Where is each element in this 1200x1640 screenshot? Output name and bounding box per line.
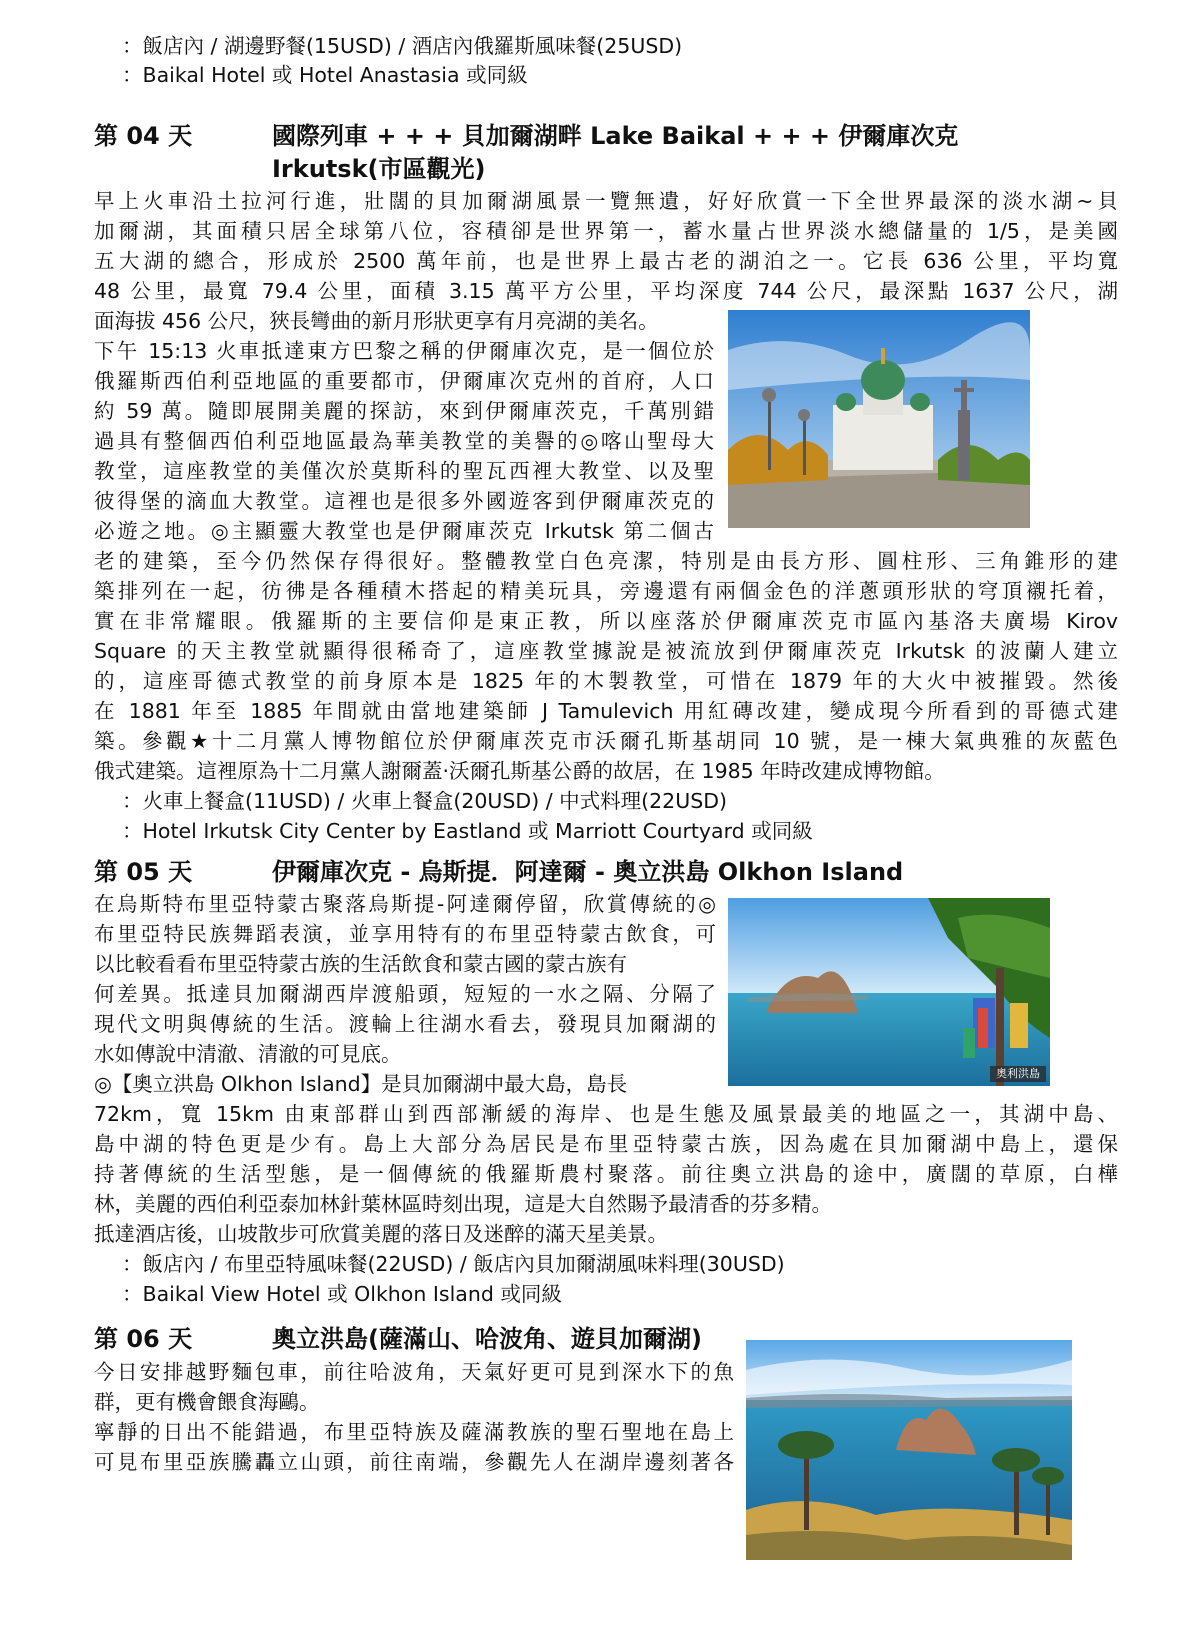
day5-line: 林，美麗的西伯利亞泰加林針葉林區時刻出現，這是大自然賜予最清香的芬多精。 (94, 1192, 832, 1216)
day4-line: 下午 15:13 火車抵達東方巴黎之稱的伊爾庫次克，是一個位於 (94, 339, 714, 363)
day6-label: 第 06 天 (94, 1325, 193, 1353)
day4-line: 加爾湖，其面積只居全球第八位，容積卻是世界第一，蓄水量占世界淡水總儲量的 1/5，是美國 (94, 219, 1118, 243)
day4-line: 在 1881 年至 1885 年間就由當地建築師 J Tamulevich 用紅磚改建，變成現今所看到的哥德式建 (94, 699, 1118, 723)
day4-line: 過具有整個西伯利亞地區最為華美教堂的美譽的◎喀山聖母大 (94, 429, 714, 453)
prev-day-meals: ：飯店內 / 湖邊野餐(15USD) / 酒店內俄羅斯風味餐(25USD) (122, 34, 683, 58)
prev-day-hotel: ：Baikal Hotel 或 Hotel Anastasia 或同級 (122, 63, 528, 87)
day5-line: 島中湖的特色更是少有。島上大部分為居民是布里亞特蒙古族，因為處在貝加爾湖中島上，還保 (94, 1132, 1118, 1156)
day5-line: 水如傳說中清澈、清澈的可見底。 (94, 1042, 402, 1066)
day4-line: 約 59 萬。隨即展開美麗的探訪，來到伊爾庫茨克，千萬別錯 (94, 399, 714, 423)
day4-line: 老的建築，至今仍然保存得很好。整體教堂白色亮潔，特別是由長方形、圓柱形、三角錐形的建 (94, 549, 1118, 573)
day4-line: 的，這座哥德式教堂的前身原本是 1825 年的木製教堂，可惜在 1879 年的大火中被摧毀。然後 (94, 669, 1118, 693)
day4-line: 面海拔 456 公尺，狹長彎曲的新月形狀更享有月亮湖的美名。 (94, 309, 659, 333)
day5-line: 抵達酒店後，山坡散步可欣賞美麗的落日及迷醉的滿天星美景。 (94, 1222, 668, 1246)
day6-line: 今日安排越野麵包車，前往哈波角，天氣好更可見到深水下的魚 (94, 1360, 734, 1384)
cathedral-photo (728, 310, 1030, 528)
day4-line: 築排列在一起，彷彿是各種積木搭起的精美玩具，旁邊還有兩個金色的洋蔥頭形狀的穹頂襯托着， (94, 579, 1118, 603)
day4-line: 教堂，這座教堂的美僅次於莫斯科的聖瓦西裡大教堂、以及聖 (94, 459, 714, 483)
day4-title-line2: Irkutsk(市區觀光) (272, 155, 486, 183)
day6-title: 奧立洪島(薩滿山、哈波角、遊貝加爾湖) (272, 1325, 702, 1353)
day5-line: 布里亞特民族舞蹈表演，並享用特有的布里亞特蒙古飲食，可 (94, 922, 716, 946)
day4-line: 實在非常耀眼。俄羅斯的主要信仰是東正教，所以座落於伊爾庫茨克市區內基洛夫廣場 Kirov (94, 609, 1118, 633)
day4-line: 彼得堡的滴血大教堂。這裡也是很多外國遊客到伊爾庫茨克的 (94, 489, 714, 513)
day4-line: 48 公里，最寬 79.4 公里，面積 3.15 萬平方公里，平均深度 744 公尺，最深點 1637 公尺，湖 (94, 279, 1118, 303)
day5-line: 持著傳統的生活型態，是一個傳統的俄羅斯農村聚落。前往奧立洪島的途中，廣闊的草原，白樺 (94, 1162, 1118, 1186)
photo-caption: 奧利洪島 (990, 1066, 1046, 1082)
day4-title-line1: 國際列車 + + + 貝加爾湖畔 Lake Baikal + + + 伊爾庫次克 (272, 122, 959, 150)
day6-line: 可見布里亞族騰轟立山頭，前往南端，參觀先人在湖岸邊刻著各 (94, 1450, 734, 1474)
day4-line: 俄羅斯西伯利亞地區的重要都市，伊爾庫次克州的首府，人口 (94, 369, 714, 393)
day5-hotel: ：Baikal View Hotel 或 Olkhon Island 或同級 (122, 1282, 562, 1306)
cathedral-illustration (728, 310, 1030, 528)
day4-hotel: ：Hotel Irkutsk City Center by Eastland 或 Marriott Courtyard 或同級 (122, 819, 813, 843)
olkhon-photo (728, 898, 1050, 1086)
day5-meals: ：飯店內 / 布里亞特風味餐(22USD) / 飯店內貝加爾湖風味料理(30USD) (122, 1252, 785, 1276)
shaman-rock-photo (746, 1340, 1072, 1560)
day5-line: 在烏斯特布里亞特蒙古聚落烏斯提-阿達爾停留，欣賞傳統的◎ (94, 892, 716, 916)
day5-line: 何差異。抵達貝加爾湖西岸渡船頭，短短的一水之隔、分隔了 (94, 982, 716, 1006)
day6-line: 群，更有機會餵食海鷗。 (94, 1390, 320, 1414)
day5-line: 72km，寬 15km 由東部群山到西部漸緩的海岸、也是生態及風景最美的地區之一，其湖中島、 (94, 1102, 1118, 1126)
day5-label: 第 05 天 (94, 858, 193, 886)
day4-line: Square 的天主教堂就顯得很稀奇了，這座教堂據說是被流放到伊爾庫茨克 Irkutsk 的波蘭人建立 (94, 639, 1118, 663)
day4-line: 築。參觀★十二月黨人博物館位於伊爾庫茨克市沃爾孔斯基胡同 10 號，是一棟大氣典雅的灰藍色 (94, 729, 1118, 753)
day5-line: ◎【奧立洪島 Olkhon Island】是貝加爾湖中最大島，島長 (94, 1072, 628, 1096)
day4-line: 五大湖的總合，形成於 2500 萬年前，也是世界上最古老的湖泊之一。它長 636 公里，平均寬 (94, 249, 1118, 273)
day5-line: 現代文明與傳統的生活。渡輪上往湖水看去，發現貝加爾湖的 (94, 1012, 716, 1036)
shaman-rock-illustration (746, 1340, 1072, 1560)
day5-line: 以比較看看布里亞特蒙古族的生活飲食和蒙古國的蒙古族有 (94, 952, 627, 976)
day4-line: 必遊之地。◎主顯靈大教堂也是伊爾庫茨克 Irkutsk 第二個古 (94, 519, 714, 543)
day4-meals: ：火車上餐盒(11USD) / 火車上餐盒(20USD) / 中式料理(22USD) (122, 789, 728, 813)
day6-line: 寧靜的日出不能錯過，布里亞特族及薩滿教族的聖石聖地在島上 (94, 1420, 734, 1444)
day4-label: 第 04 天 (94, 122, 193, 150)
olkhon-illustration (728, 898, 1050, 1086)
day4-line: 俄式建築。這裡原為十二月黨人謝爾蓋·沃爾孔斯基公爵的故居，在 1985 年時改建成博物館。 (94, 759, 945, 783)
day5-title: 伊爾庫次克 - 烏斯提．阿達爾 - 奧立洪島 Olkhon Island (272, 858, 904, 886)
day4-line: 早上火車沿土拉河行進，壯闊的貝加爾湖風景一覽無遺，好好欣賞一下全世界最深的淡水湖~貝 (94, 189, 1118, 213)
